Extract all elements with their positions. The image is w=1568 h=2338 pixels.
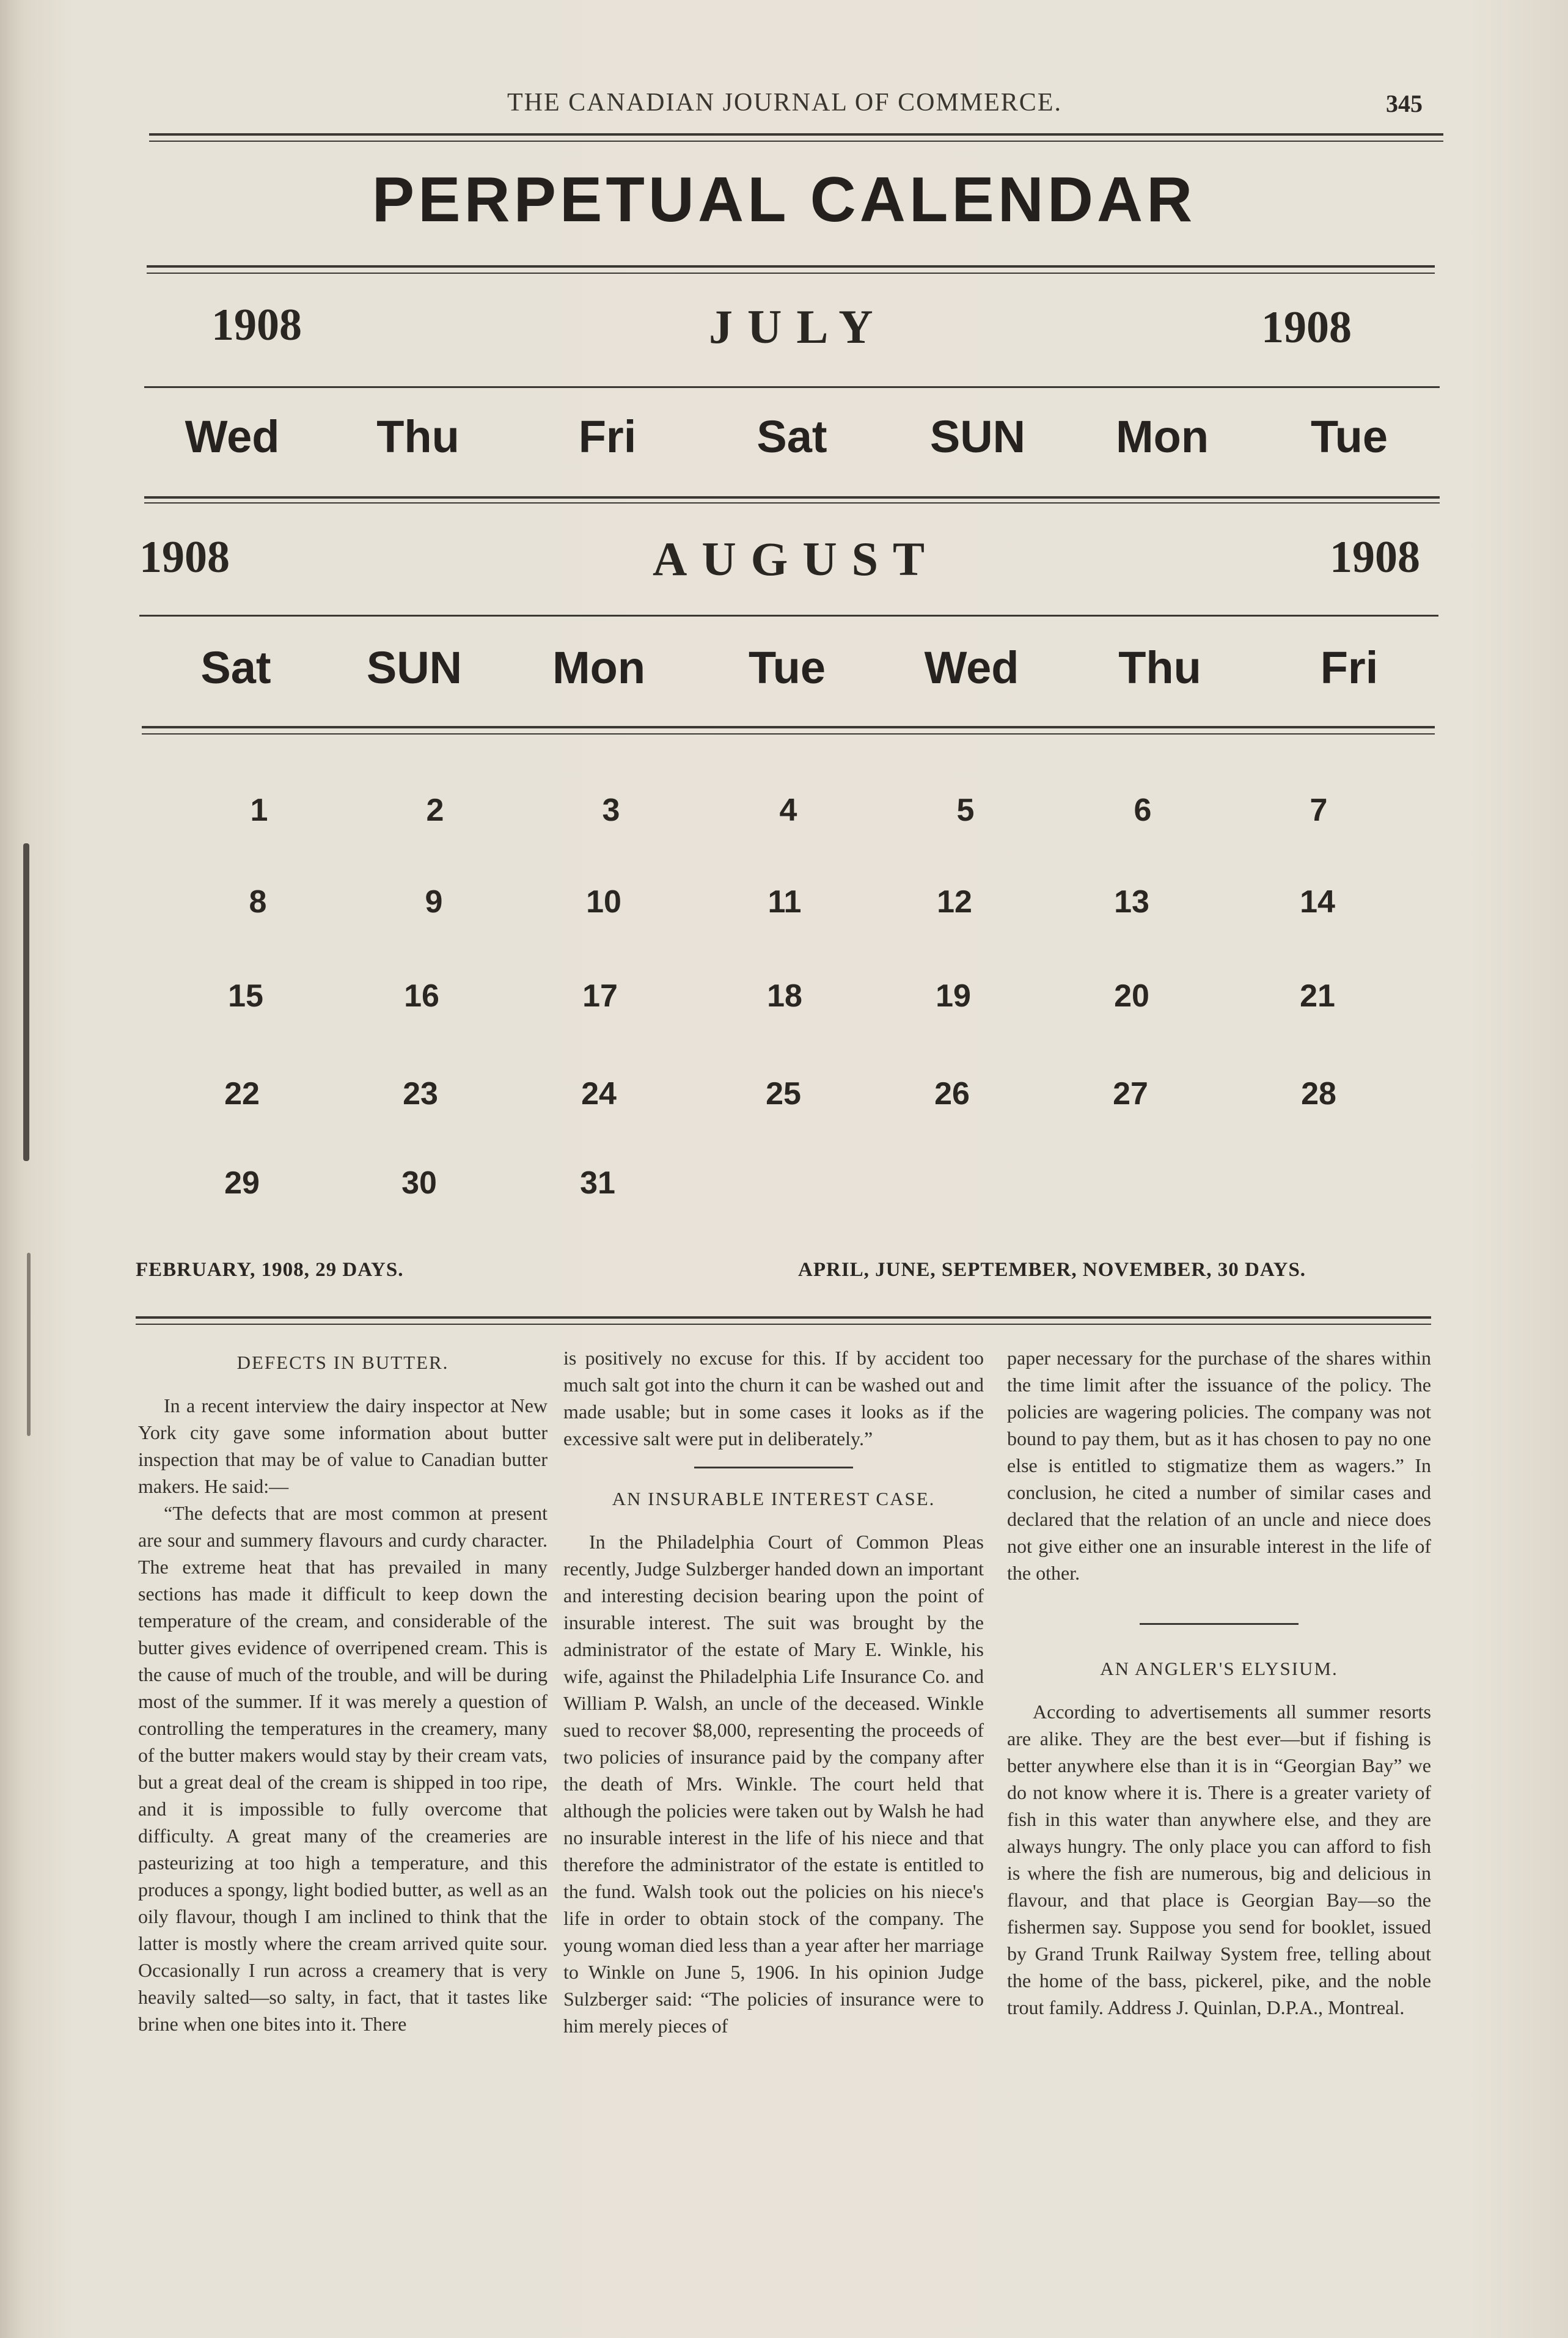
date-cell: 14: [1300, 884, 1335, 920]
august-day-name: Fri: [1320, 642, 1379, 693]
calendar-bottom-rule-bottom: [136, 1324, 1431, 1325]
july-day-name: SUN: [929, 411, 1026, 462]
date-cell: 20: [1114, 978, 1149, 1014]
article-paragraph: “The defects that are most common at present are sour and summery flavours and curdy character. The extreme heat that has prevailed in many sections has made it difficult to keep down the temperature of the cream, and considerable of the butter gives evidence of overripened cream. This is the cause of much of the trouble, and will be during most of the summer. If it was merely a question of controlling the temperatures in the creamery, many of the butter makers would stay by their cream vats, but a great deal of the cream is shipped in too ripe, and it is impossible to fully overcome that difficulty. A great many of the creameries are pasteurizing at too high a temperature, and this produces a spongy, light bodied butter, as well as an oily flavour, though I am inclined to think that the latter is mostly where the cream arrived quite sour. Occasionally I run across a creamery that is very heavily salted—so salty, in fact, that it tastes like brine when one bites into it. There: [138, 1502, 548, 2035]
july-day-name: Tue: [1310, 411, 1388, 462]
page-number: 345: [1386, 90, 1423, 117]
date-cell: 5: [956, 793, 975, 828]
article-paragraph: In the Philadelphia Court of Common Pleas recently, Judge Sulzberger handed down an important and interesting decision bearing upon the point of insurable interest. The suit was brought by the administrator of the estate of Mary E. Winkle, his wife, against the Philadelphia Life Insurance Co. and William P. Walsh, an uncle of the deceased. Winkle sued to recover $8,000, representing the proceeds of two policies of insurance paid by the company after the death of Mrs. Winkle. The court held that although the policies were taken out by Walsh he had no insurable interest in the life of his niece and that therefore the administrator of the estate is entitled to the fund. Walsh took out the policies on his niece's life in order to obtain stock of the company. The young woman died less than a year after her marriage to Winkle on June 5, 1906. In his opinion Judge Sulzberger said: “The policies of insurance were to him merely pieces of: [563, 1531, 984, 2037]
article-separator: [1140, 1623, 1299, 1625]
date-cell: 4: [779, 793, 797, 828]
august-day-name: Wed: [924, 642, 1019, 693]
july-rule-double-top: [144, 496, 1440, 499]
date-cell: 16: [404, 978, 439, 1014]
august-year-left: 1908: [139, 532, 230, 582]
title-rule-bottom: [147, 273, 1435, 274]
date-cell: 22: [224, 1076, 260, 1112]
date-cell: 18: [767, 978, 802, 1014]
binding-edge: [23, 843, 29, 1161]
date-cell: 31: [580, 1165, 615, 1201]
article-column-3: [1007, 1344, 1431, 2021]
footnote-thirty-days: APRIL, JUNE, SEPTEMBER, NOVEMBER, 30 DAYS.: [798, 1259, 1306, 1281]
date-cell: 25: [766, 1076, 801, 1112]
title-rule-top: [147, 265, 1435, 268]
august-day-name: Mon: [552, 642, 646, 693]
calendar-bottom-rule-top: [136, 1316, 1431, 1319]
date-cell: 12: [937, 884, 972, 920]
august-month: AUGUST: [653, 532, 940, 585]
date-cell: 28: [1301, 1076, 1336, 1112]
date-cell: 2: [426, 793, 444, 828]
date-cell: 9: [425, 884, 443, 920]
july-day-name: Fri: [578, 411, 637, 462]
august-day-name: Tue: [748, 642, 826, 693]
date-cell: 6: [1134, 793, 1152, 828]
date-cell: 19: [936, 978, 971, 1014]
date-cell: 7: [1310, 793, 1328, 828]
date-cell: 1: [250, 793, 268, 828]
july-year-right: 1908: [1261, 302, 1352, 353]
date-cell: 3: [602, 793, 620, 828]
july-day-name: Wed: [185, 411, 280, 462]
date-cell: 27: [1113, 1076, 1148, 1112]
date-cell: 24: [581, 1076, 617, 1112]
august-year-right: 1908: [1330, 532, 1420, 582]
august-day-name: SUN: [366, 642, 463, 693]
date-cell: 29: [224, 1165, 260, 1201]
article-paragraph: In a recent interview the dairy inspector at New York city gave some information about butter inspection that may be of value to Canadian butter makers. He said:—: [138, 1394, 548, 1497]
date-cell: 15: [228, 978, 263, 1014]
article-paragraph: According to advertisements all summer resorts are alike. They are the best ever—but if fishing is better anywhere else than it is in “Georgian Bay” we do not know where it is. There is a greater variety of fish in this water than anywhere else, and they are always hungry. The only place you can afford to fish is where the fish are numerous, big and delicious in flavour, and that place is Georgian Bay—so the fishermen say. Suppose you send for booklet, issued by Grand Trunk Railway System free, telling about the home of the bass, pickerel, pike, and the noble trout family. Address J. Quinlan, D.P.A., Montreal.: [1007, 1701, 1431, 2018]
date-cell: 26: [934, 1076, 970, 1112]
header-rule-bottom: [149, 141, 1443, 142]
binding-edge-lower: [27, 1253, 31, 1436]
date-cell: 17: [582, 978, 618, 1014]
date-cell: 8: [249, 884, 267, 920]
august-day-name: Thu: [1118, 642, 1201, 693]
article-heading: AN INSURABLE INTEREST CASE.: [612, 1488, 936, 1509]
article-column-1: [138, 1344, 548, 2037]
article-continuation: paper necessary for the purchase of the shares within the time limit after the issuance of the policy. The policies are wagering policies. The company was not bound to pay them, but as it has chosen to pay no one else is entitled to stigmatize them as wagers.” In conclusion, he cited a number of similar cases and declared that the relation of an uncle and niece does not give either one an insurable interest in the life of the other.: [1007, 1347, 1431, 1584]
article-separator: [694, 1467, 853, 1468]
article-heading: DEFECTS IN BUTTER.: [236, 1352, 449, 1373]
july-day-name: Thu: [376, 411, 460, 462]
july-year-left: 1908: [211, 300, 302, 350]
july-rule: [144, 386, 1440, 388]
august-rule: [139, 615, 1438, 617]
date-cell: 30: [401, 1165, 437, 1201]
date-cell: 11: [768, 884, 802, 920]
july-month: JULY: [709, 300, 888, 353]
date-cell: 23: [403, 1076, 438, 1112]
august-day-name: Sat: [200, 642, 271, 693]
calendar-title: PERPETUAL CALENDAR: [372, 164, 1196, 235]
header-rule-top: [149, 133, 1443, 136]
july-day-name: Sat: [757, 411, 827, 462]
july-day-name: Mon: [1115, 411, 1209, 462]
date-cell: 10: [586, 884, 621, 920]
july-rule-double-bottom: [144, 502, 1440, 504]
article-column-2: [563, 1344, 984, 2039]
article-continuation: is positively no excuse for this. If by accident too much salt got into the churn it can be washed out and made usable; but in some cases it looks as if the excessive salt were put in deliberately.”: [563, 1347, 984, 1449]
article-heading: AN ANGLER'S ELYSIUM.: [1100, 1658, 1338, 1679]
august-rule-double-bottom: [142, 733, 1435, 735]
footnote-february: FEBRUARY, 1908, 29 DAYS.: [136, 1259, 404, 1281]
august-rule-double-top: [142, 726, 1435, 728]
date-cell: 13: [1114, 884, 1149, 920]
running-title: THE CANADIAN JOURNAL OF COMMERCE.: [507, 89, 1062, 117]
date-cell: 21: [1300, 978, 1335, 1014]
